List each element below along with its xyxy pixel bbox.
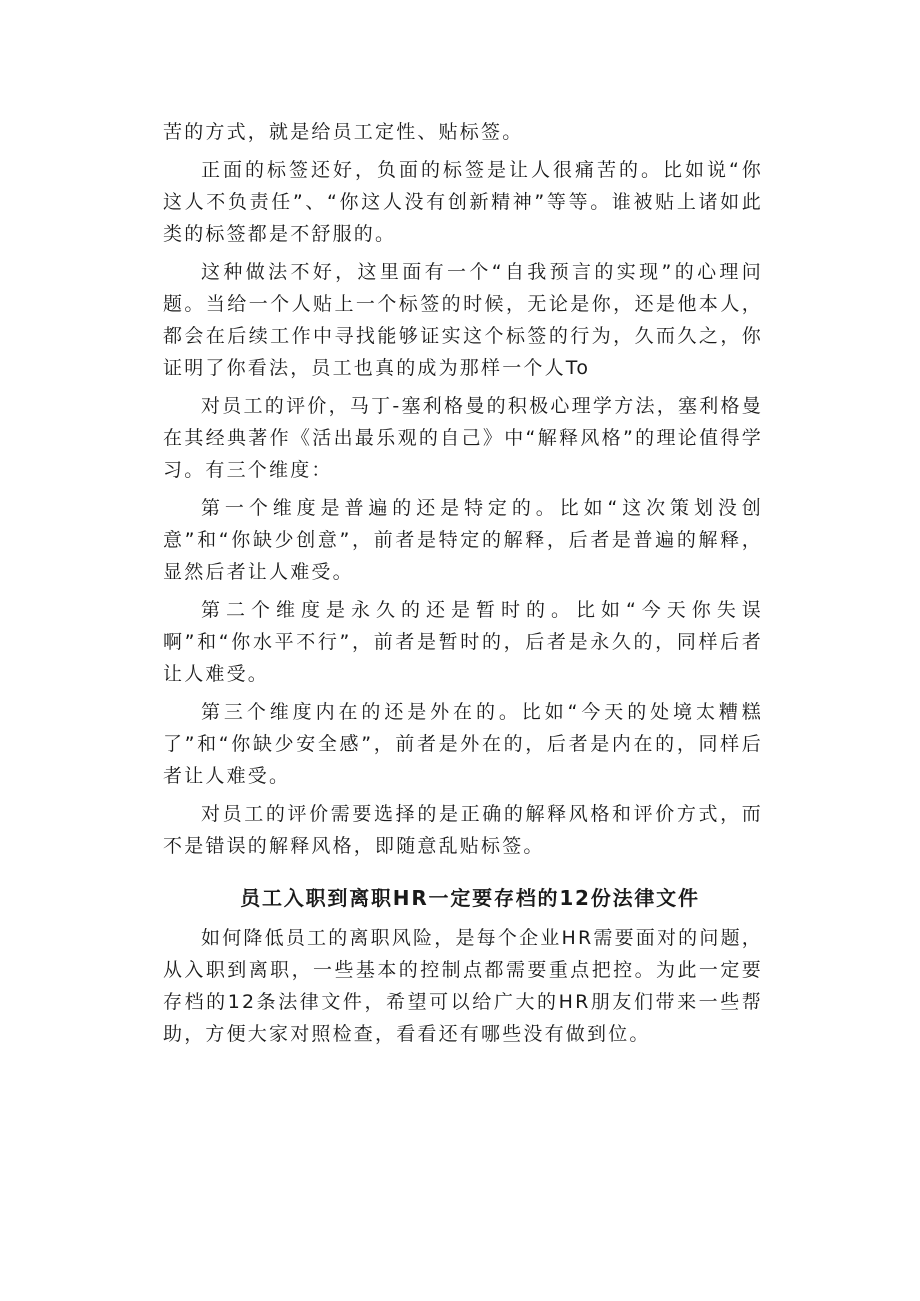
section-heading: 员工入职到离职HR一定要存档的12份法律文件 <box>240 886 700 910</box>
paragraph-conclusion: 对员工的评价需要选择的是正确的解释风格和评价方式，而不是错误的解释风格，即随意乱贴标签。 <box>163 803 763 857</box>
paragraph-continuation: 苦的方式，就是给员工定性、贴标签。 <box>163 121 524 143</box>
paragraph-labels: 正面的标签还好，负面的标签是让人很痛苦的。比如说“你这人不负责任”、“你这人没有创新精神”等等。谁被贴上诸如此类的标签都是不舒服的。 <box>163 159 763 245</box>
document-page <box>163 116 763 1056</box>
paragraph-explanatory-style: 对员工的评价，马丁-塞利格曼的积极心理学方法，塞利格曼在其经典著作《活出最乐观的自己》中“解释风格”的理论值得学习。有三个维度： <box>163 395 763 481</box>
paragraph-dimension-3: 第三个维度内在的还是外在的。比如“今天的处境太糟糕了”和“你缺少安全感”，前者是外在的，后者是内在的，同样后者让人难受。 <box>163 701 763 787</box>
paragraph-dimension-2: 第二个维度是永久的还是暂时的。比如“今天你失误啊”和“你水平不行”，前者是暂时的，后者是永久的，同样后者让人难受。 <box>163 599 763 685</box>
paragraph-hr-intro: 如何降低员工的离职风险，是每个企业HR需要面对的问题，从入职到离职，一些基本的控制点都需要重点把控。为此一定要存档的12条法律文件，希望可以给广大的HR朋友们带来一些帮助，方便大家对照检查，看看还有哪些没有做到位。 <box>163 927 763 1045</box>
paragraph-dimension-1: 第一个维度是普遍的还是特定的。比如“这次策划没创意”和“你缺少创意”，前者是特定的解释，后者是普遍的解释，显然后者让人难受。 <box>163 497 763 583</box>
paragraph-self-fulfilling: 这种做法不好，这里面有一个“自我预言的实现”的心理问题。当给一个人贴上一个标签的时候，无论是你，还是他本人，都会在后续工作中寻找能够证实这个标签的行为，久而久之，你证明了你看法，员工也真的成为那样一个人To <box>163 261 763 379</box>
